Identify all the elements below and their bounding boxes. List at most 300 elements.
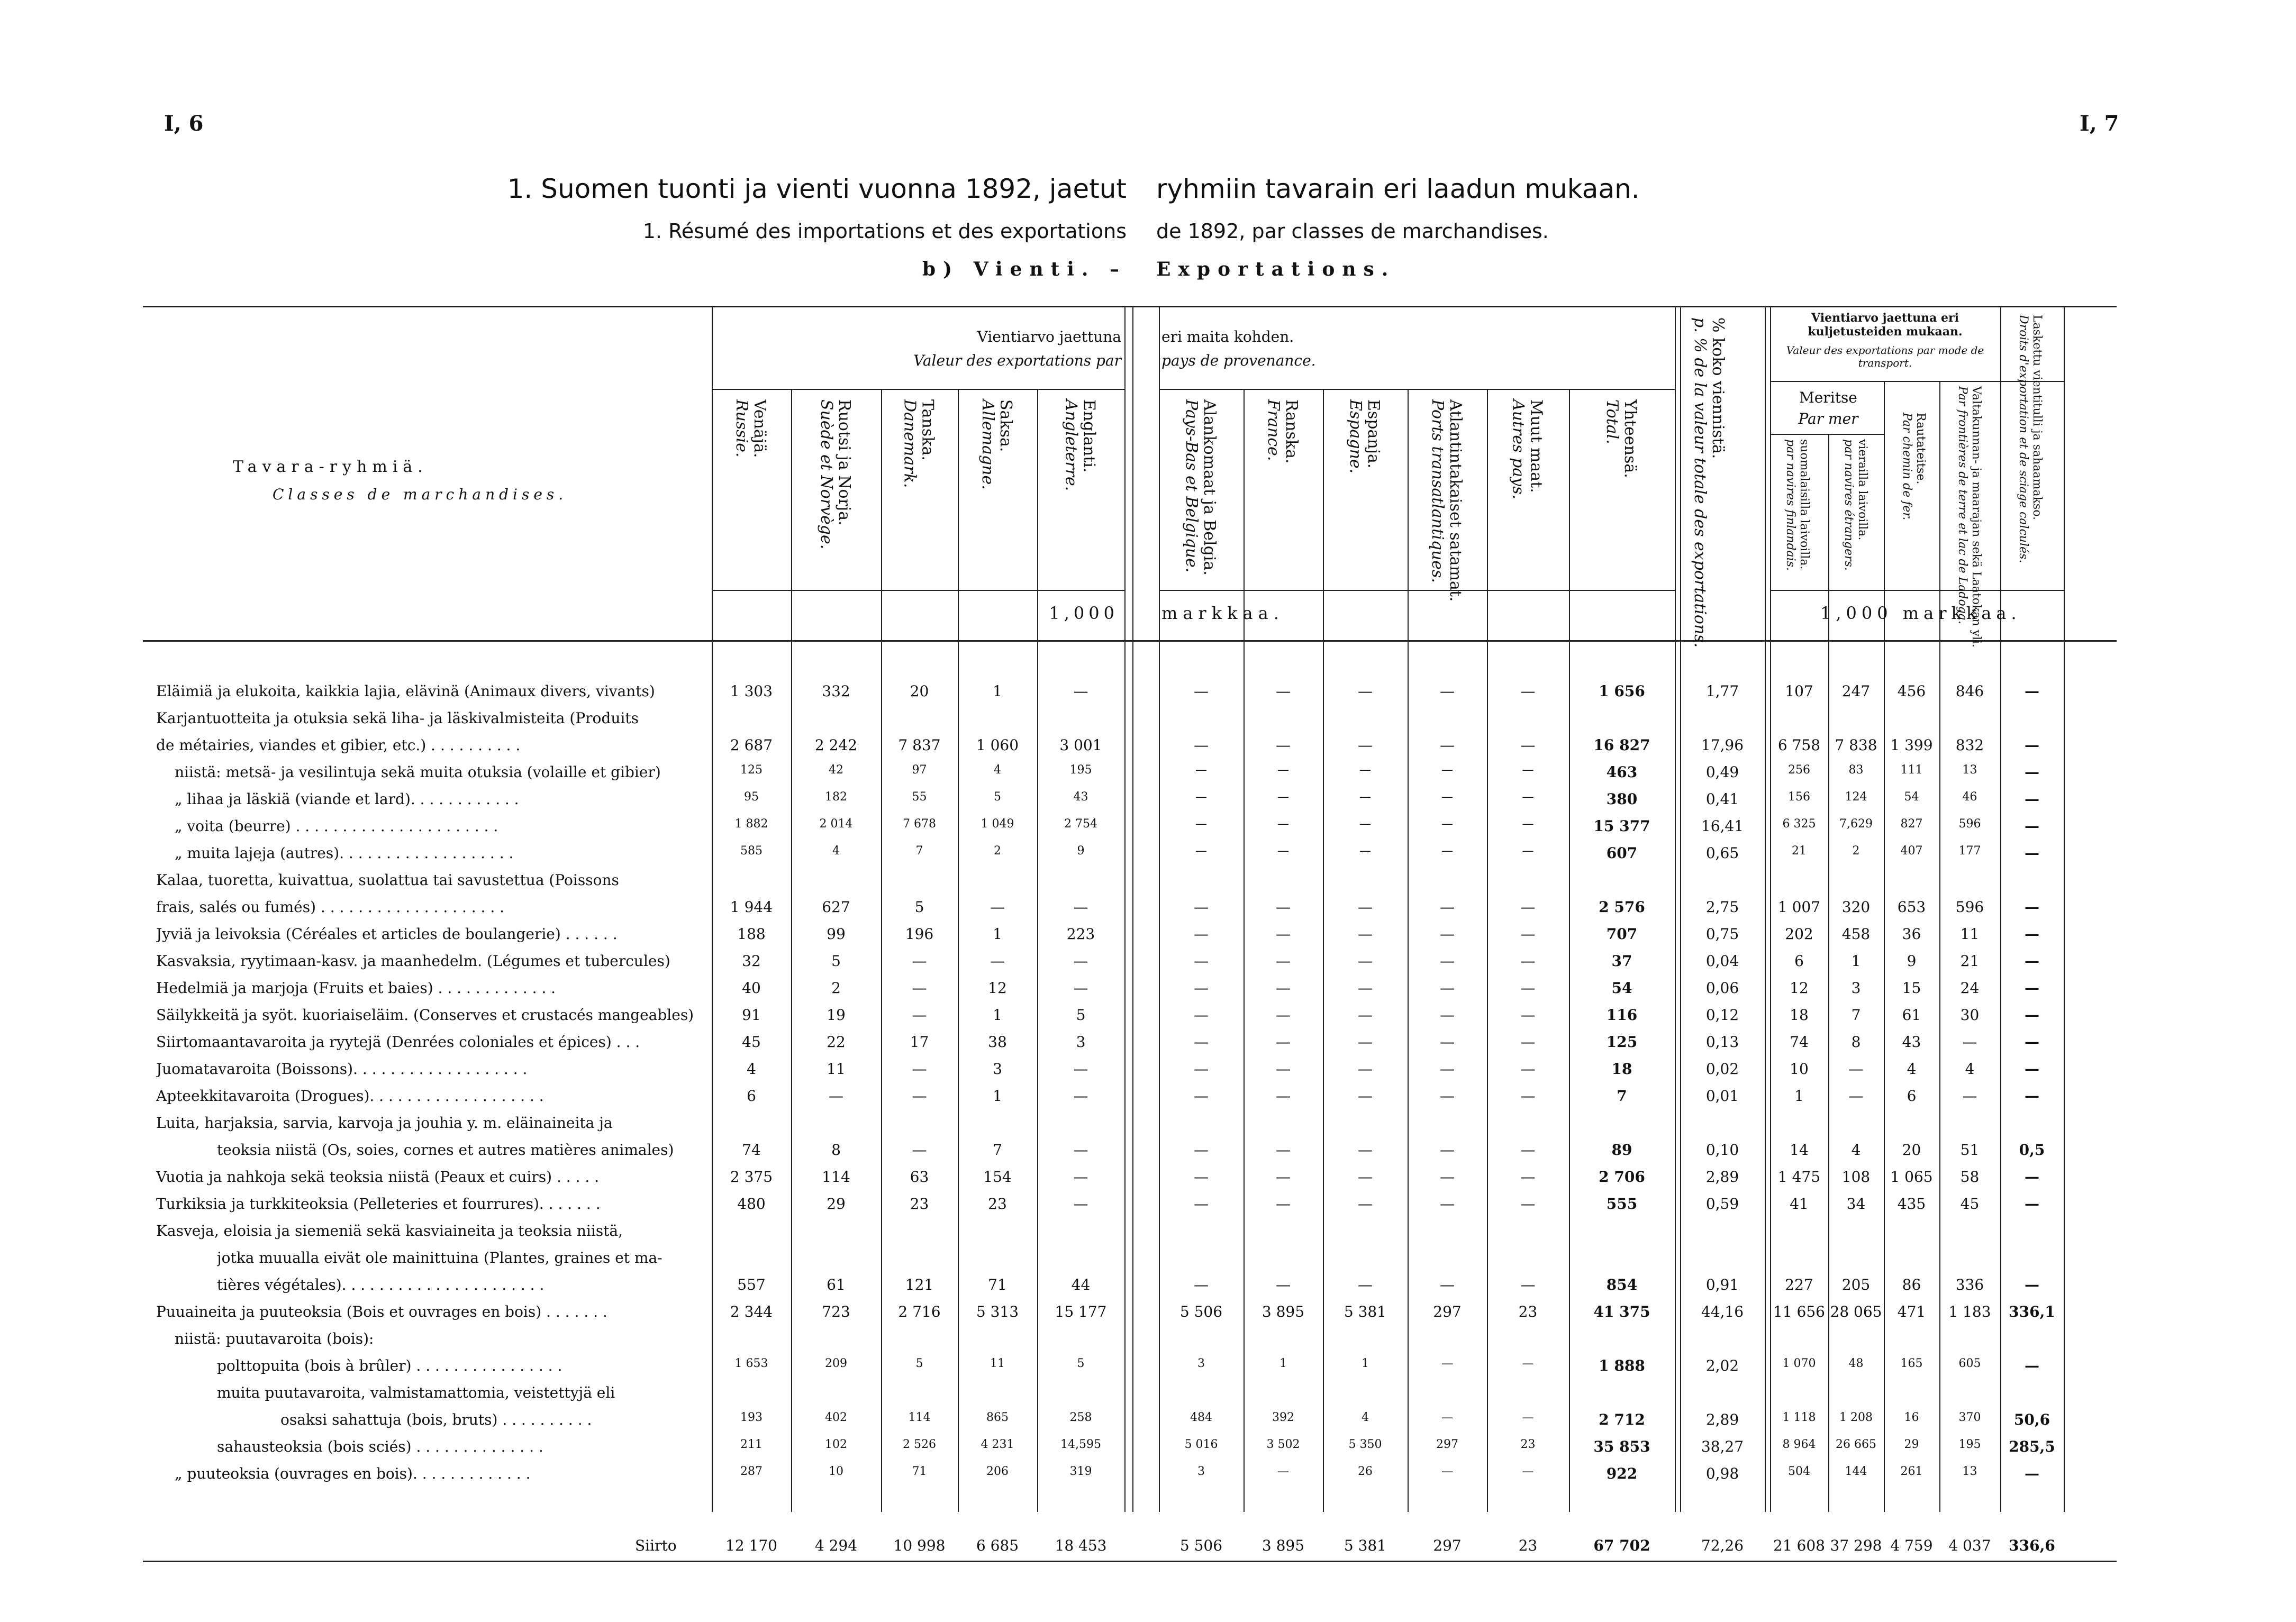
table-cell: — xyxy=(1358,1087,1373,1105)
classes-heading-fr: Classes de marchandises. xyxy=(273,486,568,503)
table-cell: 102 xyxy=(825,1438,847,1451)
table-cell: 144 xyxy=(1845,1465,1867,1478)
row-label: Puuaineita ja puuteoksia (Bois et ouvrages en bois) . . . . . . . xyxy=(156,1303,607,1320)
table-cell: 2 716 xyxy=(898,1303,941,1320)
table-cell: 20 xyxy=(910,682,929,700)
table-cell: — xyxy=(1441,1465,1453,1478)
subtitle-vienti: b) Vienti. – xyxy=(922,258,1127,280)
table-cell: — xyxy=(1194,979,1209,997)
table-cell: — xyxy=(1522,1357,1534,1370)
table-cell: 471 xyxy=(1897,1303,1926,1320)
table-cell: 256 xyxy=(1788,763,1810,777)
table-cell: — xyxy=(1276,1033,1291,1051)
table-cell: — xyxy=(912,1087,927,1105)
table-cell: — xyxy=(1194,898,1209,916)
table-cell: 34 xyxy=(1846,1195,1866,1213)
table-cell: 6 xyxy=(1907,1087,1917,1105)
table-cell: 6 758 xyxy=(1777,736,1821,754)
table-cell: 17,96 xyxy=(1701,736,1744,754)
table-cell: 3 xyxy=(1076,1033,1086,1051)
table-cell: 0,01 xyxy=(1705,1087,1739,1105)
table-cell: 111 xyxy=(1900,763,1923,777)
table-cell: 392 xyxy=(1272,1411,1294,1424)
table-cell: — xyxy=(1073,898,1088,916)
table-cell: 46 xyxy=(1962,790,1977,804)
row-label: polttopuita (bois à brûler) . . . . . . . . . . . . . . . . xyxy=(217,1357,562,1374)
total-cell: 4 759 xyxy=(1890,1537,1933,1554)
table-cell: 607 xyxy=(1606,844,1638,862)
table-cell: 16 827 xyxy=(1593,736,1650,754)
table-cell: 2 576 xyxy=(1599,898,1645,916)
title-fr-left: 1. Résumé des importations et des exportations xyxy=(642,220,1127,243)
country-header-1: Ruotsi ja Norja. Suède et Norvège. xyxy=(817,399,854,550)
table-cell: 1 882 xyxy=(734,817,768,831)
table-cell: — xyxy=(2025,817,2039,835)
table-cell: 35 853 xyxy=(1593,1438,1650,1455)
row-label: Turkiksia ja turkkiteoksia (Pelleteries et fourrures). . . . . . . xyxy=(156,1195,601,1213)
row-label: osaksi sahattuja (bois, bruts) . . . . . . . . . . xyxy=(280,1411,592,1428)
table-cell: — xyxy=(912,1006,927,1024)
table-cell: — xyxy=(1194,1060,1209,1078)
table-cell: 6 xyxy=(747,1087,756,1105)
table-cell: 1 888 xyxy=(1599,1357,1645,1374)
table-cell: 3 xyxy=(1851,979,1861,997)
table-cell: 6 325 xyxy=(1782,817,1816,831)
table-cell: 5 xyxy=(831,952,841,970)
table-cell: 332 xyxy=(822,682,850,700)
table-cell: — xyxy=(1073,979,1088,997)
table-cell: 0,13 xyxy=(1705,1033,1739,1051)
table-cell: 23 xyxy=(988,1195,1007,1213)
table-cell: — xyxy=(1520,925,1536,943)
table-cell: 336 xyxy=(1955,1276,1984,1293)
subtitle-exportations: Exportations. xyxy=(1156,258,1396,280)
table-cell: — xyxy=(1520,979,1536,997)
table-cell: 38,27 xyxy=(1701,1438,1744,1455)
row-label: Siirtomaantavaroita ja ryytejä (Denrées coloniales et épices) . . . xyxy=(156,1033,640,1051)
table-cell: 297 xyxy=(1436,1438,1458,1451)
sea-foreign-header: vierailla laivoilla. par navires étrangers. xyxy=(1842,439,1869,571)
table-cell: 45 xyxy=(1960,1195,1980,1213)
row-label: teoksia niistä (Os, soies, cornes et autres matières animales) xyxy=(217,1141,674,1159)
table-cell: 2 687 xyxy=(730,736,773,754)
total-cell: 37 298 xyxy=(1830,1537,1882,1554)
table-cell: 10 xyxy=(829,1465,843,1478)
table-cell: 48 xyxy=(1848,1357,1864,1370)
table-cell: 1 208 xyxy=(1839,1411,1873,1424)
table-cell: 504 xyxy=(1788,1465,1810,1478)
table-cell: 108 xyxy=(1841,1168,1871,1186)
country-header-4: Englanti. Angleterre. xyxy=(1061,399,1099,491)
table-cell: 11 656 xyxy=(1773,1303,1825,1320)
table-cell: 83 xyxy=(1848,763,1864,777)
table-cell: 55 xyxy=(912,790,927,804)
table-cell: 1 653 xyxy=(734,1357,768,1370)
table-cell: 16,41 xyxy=(1701,817,1744,835)
table-cell: 63 xyxy=(910,1168,929,1186)
total-cell: 23 xyxy=(1518,1537,1538,1554)
table-cell: 3 xyxy=(993,1060,1002,1078)
table-cell: 5 xyxy=(915,1357,923,1370)
row-label: Vuotia ja nahkoja sekä teoksia niistä (Peaux et cuirs) . . . . . xyxy=(156,1168,600,1186)
table-cell: 287 xyxy=(740,1465,763,1478)
table-cell: 99 xyxy=(827,925,846,943)
group-right-fi: eri maita kohden. xyxy=(1161,328,1294,345)
total-cell: 3 895 xyxy=(1262,1537,1305,1554)
table-cell: 22 xyxy=(827,1033,846,1051)
table-cell: 7 678 xyxy=(903,817,936,831)
table-cell: — xyxy=(1520,1168,1536,1186)
table-cell: — xyxy=(2025,1276,2039,1293)
table-cell: 15 377 xyxy=(1593,817,1650,835)
table-cell: 43 xyxy=(1902,1033,1921,1051)
table-cell: — xyxy=(1358,979,1373,997)
table-cell: 12 xyxy=(988,979,1007,997)
table-cell: 5 313 xyxy=(976,1303,1019,1320)
table-cell: — xyxy=(2025,925,2039,943)
row-label: de métairies, viandes et gibier, etc.) . . . . . . . . . . xyxy=(156,736,521,754)
table-cell: 9 xyxy=(1907,952,1917,970)
table-cell: 12 xyxy=(1790,979,1809,997)
transport-heading-fi: Vientiarvo jaettuna eri kuljetusteiden mukaan. xyxy=(1808,311,1963,339)
table-cell: — xyxy=(1358,1141,1373,1159)
table-cell: 627 xyxy=(822,898,850,916)
table-cell: — xyxy=(1073,1141,1088,1159)
unit-left: 1,000 xyxy=(1049,603,1119,623)
table-cell: 165 xyxy=(1900,1357,1923,1370)
table-cell: 922 xyxy=(1606,1465,1638,1482)
total-cell: 5 506 xyxy=(1179,1537,1223,1554)
table-cell: — xyxy=(1440,979,1455,997)
table-cell: 5 xyxy=(1076,1006,1086,1024)
table-cell: 261 xyxy=(1900,1465,1923,1478)
table-cell: 36 xyxy=(1902,925,1921,943)
table-cell: 3 895 xyxy=(1262,1303,1305,1320)
table-cell: 227 xyxy=(1785,1276,1813,1293)
table-cell: — xyxy=(2025,1060,2039,1078)
row-label: Kasveja, eloisia ja siemeniä sekä kasviaineita ja teoksia niistä, xyxy=(156,1222,623,1240)
country-header-8: Atlantintakaiset satamat. Ports transatlantiques. xyxy=(1428,399,1465,602)
table-cell: 9 xyxy=(1077,844,1085,858)
table-cell: 1 656 xyxy=(1599,682,1645,700)
table-cell: 44 xyxy=(1071,1276,1091,1293)
total-cell: 21 608 xyxy=(1773,1537,1825,1554)
table-cell: 50,6 xyxy=(2013,1411,2050,1428)
table-cell: 4 xyxy=(1965,1060,1975,1078)
table-cell: — xyxy=(2025,1033,2039,1051)
table-cell: 2 526 xyxy=(903,1438,936,1451)
table-cell: — xyxy=(1520,1060,1536,1078)
table-cell: 24 xyxy=(1960,979,1980,997)
table-cell: — xyxy=(2025,763,2039,781)
table-cell: 2 242 xyxy=(814,736,858,754)
table-cell: 4 231 xyxy=(981,1438,1014,1451)
table-cell: — xyxy=(1440,1276,1455,1293)
table-cell: 116 xyxy=(1606,1006,1638,1024)
group-left-fr: Valeur des exportations par xyxy=(913,352,1121,369)
row-label: Karjantuotteita ja otuksia sekä liha- ja läskivalmisteita (Produits xyxy=(156,709,639,727)
table-cell: 0,41 xyxy=(1705,790,1739,808)
row-label: „ muita lajeja (autres). . . . . . . . . . . . . . . . . . . xyxy=(175,844,514,862)
table-cell: — xyxy=(912,1141,927,1159)
table-cell: — xyxy=(1440,1195,1455,1213)
table-cell: 370 xyxy=(1958,1411,1981,1424)
table-cell: 557 xyxy=(737,1276,766,1293)
table-cell: — xyxy=(1440,925,1455,943)
table-cell: 0,59 xyxy=(1705,1195,1739,1213)
table-cell: — xyxy=(1276,1087,1291,1105)
table-cell: 121 xyxy=(905,1276,934,1293)
table-cell: — xyxy=(912,1060,927,1078)
table-cell: 13 xyxy=(1962,1465,1977,1478)
table-cell: 11 xyxy=(1960,925,1980,943)
table-cell: — xyxy=(1441,1357,1453,1370)
table-cell: — xyxy=(1276,1006,1291,1024)
table-cell: 5 xyxy=(1077,1357,1085,1370)
table-cell: — xyxy=(1440,1168,1455,1186)
table-cell: 407 xyxy=(1900,844,1923,858)
table-cell: 258 xyxy=(1069,1411,1092,1424)
table-cell: 5 381 xyxy=(1344,1303,1387,1320)
table-cell: — xyxy=(1194,925,1209,943)
table-cell: — xyxy=(1520,736,1536,754)
table-cell: 13 xyxy=(1962,763,1977,777)
table-cell: 4 xyxy=(1851,1141,1861,1159)
table-cell: 125 xyxy=(740,763,763,777)
total-cell: 72,26 xyxy=(1701,1537,1744,1554)
table-cell: — xyxy=(1520,682,1536,700)
table-cell: 0,75 xyxy=(1705,925,1739,943)
table-cell: — xyxy=(1277,844,1289,858)
table-cell: — xyxy=(1073,1195,1088,1213)
table-cell: 247 xyxy=(1841,682,1871,700)
table-cell: — xyxy=(1522,1465,1534,1478)
table-cell: 20 xyxy=(1902,1141,1921,1159)
table-cell: — xyxy=(1440,736,1455,754)
table-cell: 4 xyxy=(832,844,840,858)
table-cell: 2,89 xyxy=(1705,1168,1739,1186)
table-cell: — xyxy=(829,1087,843,1105)
table-cell: 154 xyxy=(983,1168,1012,1186)
table-cell: 1 303 xyxy=(730,682,773,700)
table-cell: 21 xyxy=(1960,952,1980,970)
table-cell: 211 xyxy=(740,1438,763,1451)
table-cell: 51 xyxy=(1960,1141,1980,1159)
table-cell: 7 xyxy=(1617,1087,1627,1105)
table-cell: — xyxy=(1277,790,1289,804)
total-cell: 4 037 xyxy=(1948,1537,1991,1554)
table-cell: 114 xyxy=(908,1411,931,1424)
row-label: „ puuteoksia (ouvrages en bois). . . . . . . . . . . . . xyxy=(175,1465,531,1482)
table-cell: — xyxy=(1073,952,1088,970)
table-cell: 2,02 xyxy=(1705,1357,1739,1374)
table-cell: 1 399 xyxy=(1890,736,1933,754)
table-cell: — xyxy=(1520,1276,1536,1293)
table-cell: 5 016 xyxy=(1184,1438,1218,1451)
classes-heading-fi: Tavara-ryhmiä. xyxy=(233,458,428,476)
table-cell: 1 xyxy=(1794,1087,1804,1105)
unit-right: 1,000 markkaa. xyxy=(1820,603,2021,623)
land-header: Valtakunnan- ja maarajan sekä Laatokan yli. Par frontières de terre et lac de Ladoga. xyxy=(1956,386,1983,648)
table-cell: 4 xyxy=(1362,1411,1369,1424)
table-cell: 1 xyxy=(993,1006,1002,1024)
table-cell: — xyxy=(1522,790,1534,804)
table-cell: — xyxy=(1441,763,1453,777)
table-cell: — xyxy=(1194,1006,1209,1024)
table-cell: 832 xyxy=(1955,736,1984,754)
table-cell: 2 712 xyxy=(1599,1411,1645,1428)
table-cell: — xyxy=(1520,1006,1536,1024)
table-cell: 195 xyxy=(1958,1438,1981,1451)
country-header-3: Saksa. Allemagne. xyxy=(978,399,1015,490)
table-cell: — xyxy=(1359,844,1371,858)
row-label: jotka muualla eivät ole mainittuina (Plantes, graines et ma- xyxy=(217,1249,663,1266)
table-cell: 1 xyxy=(993,1087,1002,1105)
table-cell: 5 350 xyxy=(1348,1438,1382,1451)
table-cell: — xyxy=(1276,1168,1291,1186)
table-cell: — xyxy=(1194,1087,1209,1105)
table-cell: 2 xyxy=(1852,844,1860,858)
table-cell: — xyxy=(1522,763,1534,777)
rail-header: Rautateitse. Par chemin de fer. xyxy=(1900,413,1927,521)
table-cell: 3 001 xyxy=(1059,736,1102,754)
table-cell: 17 xyxy=(910,1033,929,1051)
table-cell: 107 xyxy=(1785,682,1813,700)
table-cell: — xyxy=(2025,1357,2039,1374)
table-cell: 0,06 xyxy=(1705,979,1739,997)
table-cell: 21 xyxy=(1792,844,1807,858)
total-cell: 4 294 xyxy=(814,1537,858,1554)
title-fi-left: 1. Suomen tuonti ja vienti vuonna 1892, jaetut xyxy=(507,174,1127,204)
table-cell: 0,49 xyxy=(1705,763,1739,781)
table-cell: — xyxy=(1440,1006,1455,1024)
table-cell: — xyxy=(1358,736,1373,754)
table-cell: 605 xyxy=(1958,1357,1981,1370)
table-cell: — xyxy=(1520,1141,1536,1159)
table-cell: — xyxy=(2025,952,2039,970)
table-cell: 297 xyxy=(1433,1303,1462,1320)
table-cell: — xyxy=(1194,1276,1209,1293)
table-cell: 188 xyxy=(737,925,766,943)
table-cell: 3 xyxy=(1197,1357,1205,1370)
row-label: „ lihaa ja läskiä (viande et lard). . . . . . . . . . . . xyxy=(175,790,519,808)
row-label: Luita, harjaksia, sarvia, karvoja ja jouhia y. m. eläinaineita ja xyxy=(156,1114,613,1132)
table-cell: — xyxy=(1073,1087,1088,1105)
table-cell: 707 xyxy=(1606,925,1638,943)
table-cell: 319 xyxy=(1069,1465,1092,1478)
table-cell: — xyxy=(1522,817,1534,831)
table-cell: — xyxy=(1522,844,1534,858)
row-label: „ voita (beurre) . . . . . . . . . . . . . . . . . . . . . . xyxy=(175,817,498,835)
table-cell: 585 xyxy=(740,844,763,858)
table-cell: 3 502 xyxy=(1266,1438,1300,1451)
total-cell: 336,6 xyxy=(2009,1537,2055,1554)
table-cell: 40 xyxy=(742,979,761,997)
table-cell: 71 xyxy=(988,1276,1007,1293)
row-label: niistä: puutavaroita (bois): xyxy=(175,1330,374,1347)
table-cell: — xyxy=(1441,817,1453,831)
table-cell: 43 xyxy=(1073,790,1088,804)
table-cell: — xyxy=(1520,1195,1536,1213)
table-cell: — xyxy=(1194,952,1209,970)
meritse-heading-fr: Par mer xyxy=(1798,410,1858,427)
table-cell: — xyxy=(1194,1033,1209,1051)
table-cell: — xyxy=(1276,736,1291,754)
table-cell: — xyxy=(1276,1276,1291,1293)
table-cell: 91 xyxy=(742,1006,761,1024)
table-cell: — xyxy=(1358,898,1373,916)
table-cell: 54 xyxy=(1611,979,1632,997)
table-cell: 86 xyxy=(1902,1276,1921,1293)
country-header-6: Ranska. France. xyxy=(1264,399,1301,464)
table-cell: — xyxy=(1194,682,1209,700)
table-cell: 1 049 xyxy=(981,817,1014,831)
table-cell: — xyxy=(1962,1033,1977,1051)
row-label: sahausteoksia (bois sciés) . . . . . . . . . . . . . . xyxy=(217,1438,543,1455)
table-cell: 7 xyxy=(1851,1006,1861,1024)
table-cell: 29 xyxy=(827,1195,846,1213)
table-cell: 1 475 xyxy=(1777,1168,1821,1186)
table-cell: — xyxy=(1440,1060,1455,1078)
table-cell: — xyxy=(990,898,1005,916)
table-cell: 71 xyxy=(912,1465,927,1478)
table-cell: 596 xyxy=(1958,817,1981,831)
table-cell: 4 xyxy=(1907,1060,1917,1078)
unit-mid: markkaa. xyxy=(1161,603,1284,623)
table-cell: — xyxy=(1440,898,1455,916)
table-cell: — xyxy=(2025,1465,2039,1482)
table-cell: — xyxy=(1276,1195,1291,1213)
table-cell: 205 xyxy=(1841,1276,1871,1293)
total-cell: 67 702 xyxy=(1593,1537,1650,1554)
table-cell: — xyxy=(1073,1060,1088,1078)
table-cell: 61 xyxy=(1902,1006,1921,1024)
table-cell: 2,75 xyxy=(1705,898,1739,916)
table-cell: 14,595 xyxy=(1060,1438,1101,1451)
table-cell: 61 xyxy=(827,1276,846,1293)
table-cell: — xyxy=(1276,952,1291,970)
table-cell: 37 xyxy=(1611,952,1632,970)
table-cell: 0,10 xyxy=(1705,1141,1739,1159)
table-cell: — xyxy=(1276,1060,1291,1078)
table-cell: — xyxy=(1073,682,1088,700)
table-cell: — xyxy=(1359,790,1371,804)
table-cell: 1 xyxy=(1851,952,1861,970)
table-cell: — xyxy=(1358,682,1373,700)
table-cell: 5 xyxy=(914,898,924,916)
title-fi-right: ryhmiin tavarain eri laadun mukaan. xyxy=(1156,174,1640,204)
table-cell: — xyxy=(1195,844,1207,858)
table-cell: — xyxy=(2025,979,2039,997)
table-cell: — xyxy=(1441,1411,1453,1424)
table-cell: 865 xyxy=(986,1411,1009,1424)
table-cell: — xyxy=(1358,925,1373,943)
country-header-10: Yhteensä. Total. xyxy=(1603,399,1639,478)
table-cell: 7 xyxy=(993,1141,1002,1159)
table-cell: 11 xyxy=(827,1060,846,1078)
table-cell: 45 xyxy=(742,1033,761,1051)
table-cell: 4 xyxy=(747,1060,756,1078)
table-cell: — xyxy=(1848,1060,1864,1078)
table-cell: 2 375 xyxy=(730,1168,773,1186)
table-cell: 195 xyxy=(1069,763,1092,777)
table-cell: — xyxy=(1520,1033,1536,1051)
sea-finnish-header: suomalaisilla laivoilla. par navires finlandais. xyxy=(1784,439,1811,571)
table-cell: 1 944 xyxy=(730,898,773,916)
table-cell: — xyxy=(1520,952,1536,970)
table-cell: 10 xyxy=(1790,1060,1809,1078)
table-cell: 95 xyxy=(744,790,759,804)
